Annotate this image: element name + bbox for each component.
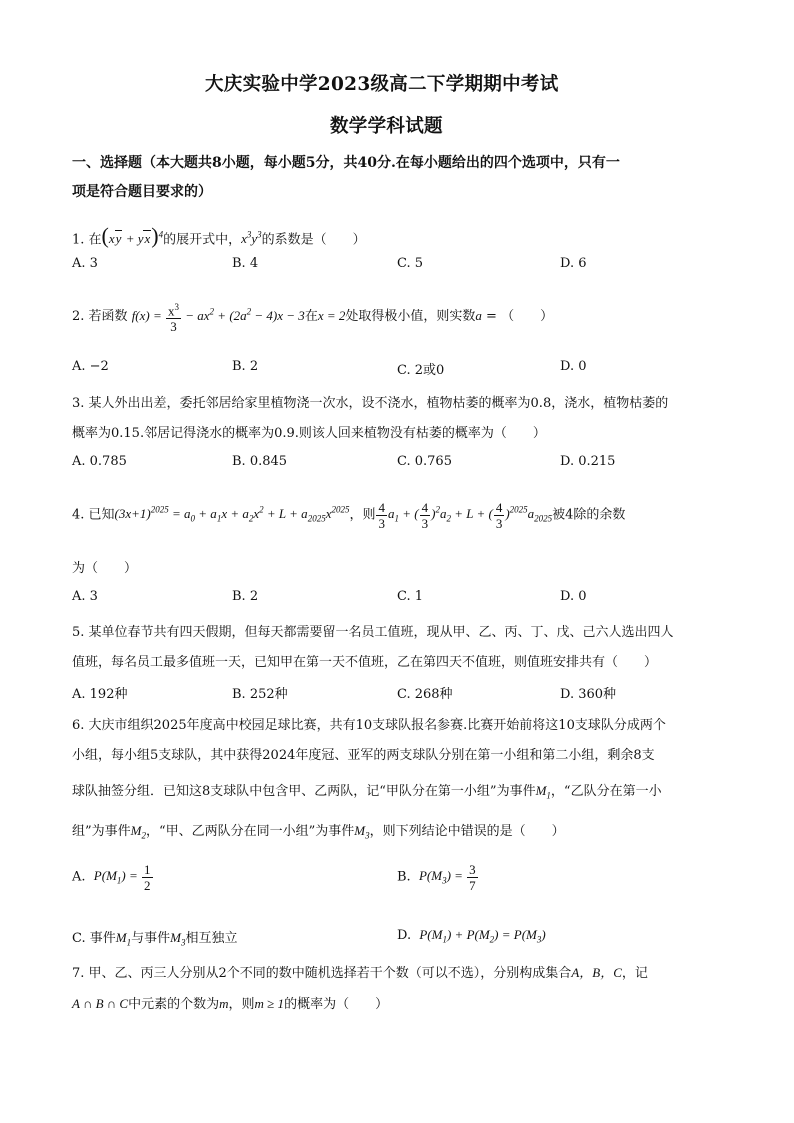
q1-tail: 的系数是（ ） [261, 232, 366, 248]
q1-number: 1. 在 [72, 232, 102, 248]
q2-function: f(x) = $\frac{x^3}{3}$ − $ax^2 + (2a^2 - 4)x - 3$ [131, 302, 305, 335]
q4-option-d: D. 0 [560, 589, 587, 604]
section-header-line2: 项是符合题目要求的） [72, 184, 212, 200]
q1-option-a: A. 3 [72, 256, 98, 271]
q5-option-c: C. 268种 [397, 687, 453, 702]
q1-binomial: (xy + yx)$^4$ [101, 223, 164, 249]
q5-option-d: D. 360种 [560, 687, 617, 702]
q3-option-b: B. 0.845 [232, 454, 288, 469]
q3-line2: 概率为0.15.邻居记得浇水的概率为0.9.则该人回来植物没有枯萎的概率为（ ） [72, 426, 546, 441]
q3-option-a: A. 0.785 [72, 454, 127, 469]
q6-option-b: B. $P(M_3)$ = $\frac{3}{7}$ [397, 862, 476, 893]
q4-mid: ，则 [349, 507, 376, 523]
q4-option-c: C. 1 [397, 589, 424, 604]
q1-term: $x^3y^3$ [241, 230, 262, 247]
q4-line2: 为（ ） [72, 561, 138, 576]
q2-option-c: C. 2或0 [397, 363, 445, 378]
q6-option-d: D. $P(M_1) + P(M_2) = P(M_3)$ [397, 927, 546, 945]
q6-option-a: A. $P(M_1)$ = $\frac{1}{2}$ [72, 862, 151, 893]
q7-line2: A ∩ B ∩ C中元素的个数为m，则m ≥ 1的概率为（ ） [72, 996, 389, 1012]
question-1 [72, 220, 366, 255]
exam-title: 大庆实验中学2023级高二下学期期中考试 [205, 74, 559, 95]
q2-var: a [475, 308, 482, 324]
q6-option-c: C. 事件$M_1$与事件$M_3$相互独立 [72, 930, 238, 948]
q2-cond: 处取得极小值，则实数 [345, 309, 476, 325]
q3-line1: 3. 某人外出出差，委托邻居给家里植物浇一次水，设不浇水，植物枯萎的概率为0.8，浇水，植物枯萎的 [72, 396, 669, 411]
q4-number: 4. 已知 [72, 507, 115, 523]
q1-mid: 的展开式中， [163, 232, 242, 248]
q6-line2: 小组，每小组5支球队，其中获得2024年度冠、亚军的两支球队分别在第一小组和第二小组，剩余8支 [72, 748, 655, 763]
q5-option-b: B. 252种 [232, 687, 288, 702]
q1-option-b: B. 4 [232, 256, 259, 271]
section-header-line1: 一、选择题（本大题共8小题，每小题5分，共40分.在每小题给出的四个选项中，只有一 [72, 155, 620, 171]
q7-line1: 7. 甲、乙、丙三人分别从2个不同的数中随机选择若干个数（可以不选），分别构成集合A，B，C，记 [72, 965, 648, 981]
q4-tail: 被4除的余数 [552, 507, 626, 523]
q6-line1: 6. 大庆市组织2025年度高中校园足球比赛，共有10支球队报名参赛.比赛开始前将这10支球队分成两个 [72, 718, 666, 733]
q2-option-d: D. 0 [560, 359, 587, 374]
q2-point: x = 2 [317, 308, 346, 324]
q4-sum: $\frac{4}{3}$ $a_1$ + ( $\frac{4}{3}$ )$^2a_2 + L$ + ( $\frac{4}{3}$ )$^{2025}a_{2025}$ [378, 500, 553, 531]
q1-option-d: D. 6 [560, 256, 587, 271]
q6-line3: 球队抽签分组．已知这8支球队中包含甲、乙两队，记“甲队分在第一小组”为事件$M_1$，“乙队分在第一小 [72, 783, 662, 801]
q3-option-c: C. 0.765 [397, 454, 452, 469]
q2-tail: （ ） [501, 309, 554, 325]
q2-option-a: A. −2 [72, 359, 109, 374]
q2-mid: 在 [304, 309, 318, 325]
q2-option-b: B. 2 [232, 359, 259, 374]
exam-subtitle: 数学学科试题 [330, 116, 443, 137]
q5-line1: 5. 某单位春节共有四天假期，但每天都需要留一名员工值班，现从甲、乙、丙、丁、戊、己六人选出四人 [72, 625, 674, 640]
question-2: 2. 若函数 f(x) = $\frac{x^3}{3}$ − $ax^2 + (2a^2 - 4)x - 3$在x = 2处取得极小值，则实数a = （ ） [72, 302, 554, 335]
q5-line2: 值班，每名员工最多值班一天，已知甲在第一天不值班，乙在第四天不值班，则值班安排共有（ ） [72, 655, 658, 670]
q4-option-a: A. 3 [72, 589, 98, 604]
q4-expansion: $(3x+1)^{2025} = a_0 + a_1x + a_2x^2 + L + a_{2025}x^{2025}$ [114, 505, 350, 525]
q6-line4: 组”为事件$M_2$，“甲、乙两队分在同一小组”为事件$M_3$，则下列结论中错误的是（ ） [72, 823, 565, 841]
q2-number: 2. 若函数 [72, 309, 128, 325]
q3-option-d: D. 0.215 [560, 454, 616, 469]
q4-option-b: B. 2 [232, 589, 259, 604]
q1-option-c: C. 5 [397, 256, 424, 271]
q5-option-a: A. 192种 [72, 687, 128, 702]
question-4 [72, 500, 625, 531]
